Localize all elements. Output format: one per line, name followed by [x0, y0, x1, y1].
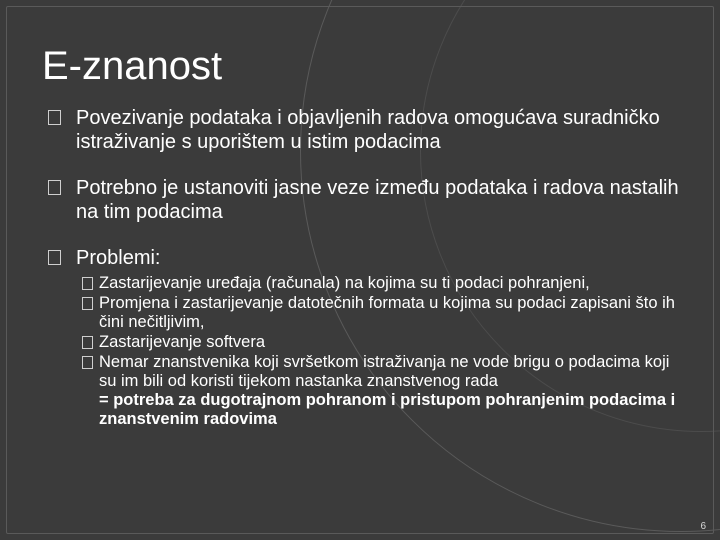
conclusion-text: = potreba za dugotrajnom pohranom i pristupom pohranjenim podacima i znanstvenim radovima [99, 391, 676, 428]
bullet-text: Potrebno je ustanoviti jasne veze između podataka i radova nastalih na tim podacima [76, 177, 679, 223]
bullet-text: Problemi: [76, 247, 161, 269]
slide-title: E-znanost [42, 44, 223, 88]
sub-bullet-item [82, 274, 688, 293]
sub-bullet-item [82, 333, 688, 352]
sub-bullet-text: Zastarijevanje uređaja (računala) na kojima su ti podaci pohranjeni, [99, 274, 590, 292]
square-bullet-icon [48, 110, 61, 125]
bullet-item [48, 106, 688, 154]
sub-bullet-text: Nemar znanstvenika koji svršetkom istraživanja ne vode brigu o podacima koji su im bili od koristi tijekom nastanka znanstvenog rada [99, 353, 670, 390]
bullet-text: Povezivanje podataka i objavljenih radova omogućava suradničko istraživanje s uporištem u istim podacima [76, 107, 660, 153]
sub-bullet-text: Zastarijevanje softvera [99, 333, 265, 351]
sub-bullet-item [82, 294, 688, 332]
square-bullet-icon [82, 297, 93, 310]
square-bullet-icon [48, 250, 61, 265]
square-bullet-icon [82, 277, 93, 290]
square-bullet-icon [82, 356, 93, 369]
sub-bullet-item [82, 353, 688, 429]
sub-bullet-text: Promjena i zastarijevanje datotečnih formata u kojima su podaci zapisani što ih čini nečitljivim, [99, 294, 675, 331]
square-bullet-icon [82, 336, 93, 349]
bullet-item [48, 246, 688, 270]
square-bullet-icon [48, 180, 61, 195]
page-number: 6 [700, 521, 706, 532]
sub-bullet-list [48, 274, 688, 429]
slide-content [48, 106, 688, 430]
bullet-item [48, 176, 688, 224]
